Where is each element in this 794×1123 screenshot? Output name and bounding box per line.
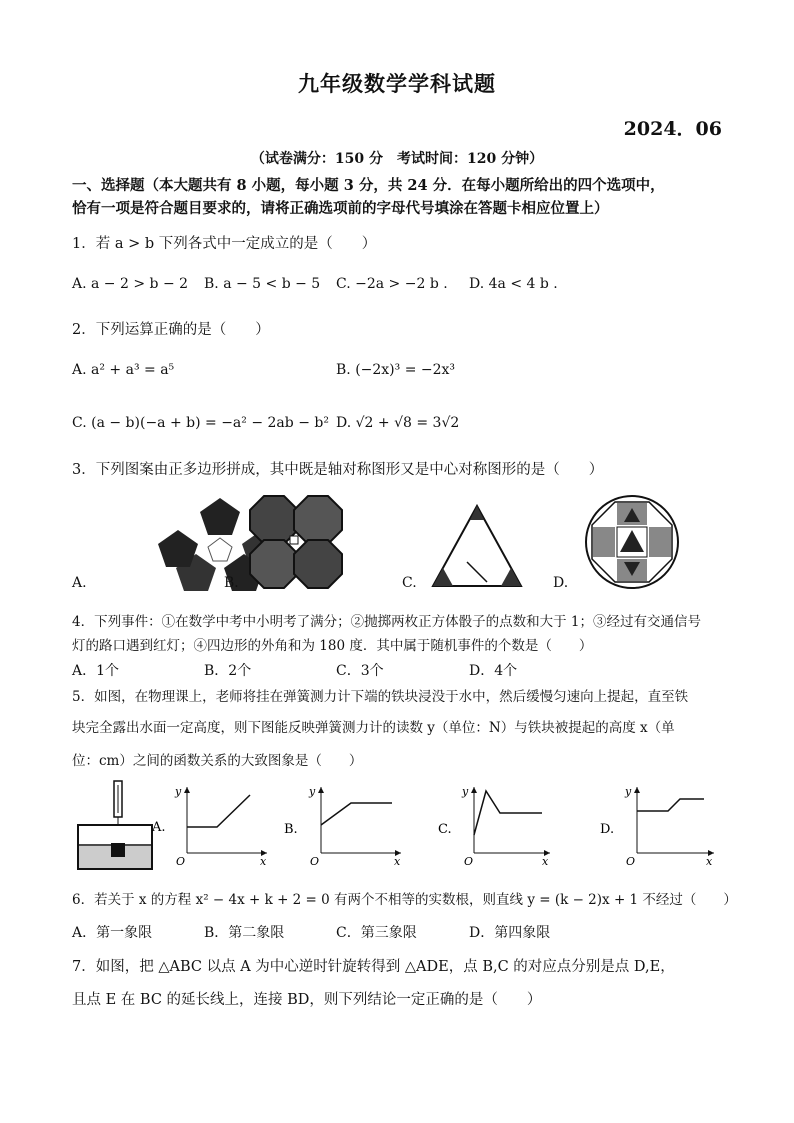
q4-option-c: C．3个: [336, 663, 384, 679]
q5-apparatus-illustration: [78, 781, 152, 869]
q6-stem: 6．若关于 x 的方程 x² − 4x + k + 2 = 0 有两个不相等的实数根，则直线 y = (k − 2)x + 1 不经过（ ）: [72, 892, 737, 908]
q1-stem: 1．若 a > b 下列各式中一定成立的是（ ）: [72, 236, 377, 252]
q3-figure-d: [586, 496, 678, 588]
q6-option-a: A．第一象限: [72, 925, 153, 941]
q5-label-b: B.: [284, 822, 298, 837]
q5-graph-a-x-label: x: [260, 855, 267, 868]
q6-option-b: B．第二象限: [204, 925, 285, 941]
q3-stem: 3．下列图案由正多边形拼成，其中既是轴对称图形又是中心对称图形的是（ ）: [72, 462, 604, 478]
q5-graph-a: [174, 785, 267, 868]
q5-line1: 5．如图，在物理课上，老师将挂在弹簧测力计下端的铁块浸没于水中，然后缓慢匀速向上提起，直至铁: [72, 689, 689, 705]
q2-option-b: B. (−2x)³ = −2x³: [336, 362, 456, 378]
q1-option-d: D. 4a < 4 b .: [469, 276, 558, 292]
q5-graph-d-origin: O: [626, 855, 636, 868]
q5-graph-b-y-label: y: [309, 785, 316, 798]
q6-option-d: D．第四象限: [469, 925, 551, 941]
q1-option-b: B. a − 5 < b − 5: [204, 276, 321, 292]
q6-option-c: C．第三象限: [336, 925, 417, 941]
q5-graph-b: [308, 785, 401, 868]
q7-line1: 7．如图，把 △ABC 以点 A 为中心逆时针旋转得到 △ADE，点 B,C 的对应点分别是点 D,E，: [72, 959, 675, 975]
q5-graph-a-y-label: y: [175, 785, 182, 798]
q5-graph-d-y-label: y: [625, 785, 632, 798]
q4-line2: 灯的路口遇到红灯；④四边形的外角和为 180 度．其中属于随机事件的个数是（ ）: [72, 638, 593, 654]
q5-label-c: C.: [438, 822, 452, 837]
q5-graph-b-x-label: x: [394, 855, 401, 868]
q4-option-a: A．1个: [72, 663, 120, 679]
q5-label-d: D.: [600, 822, 615, 837]
q4-line1: 4．下列事件：①在数学中考中小明考了满分；②抛掷两枚正方体骰子的点数和大于 1；③经过有交通信号: [72, 614, 701, 630]
q5-graph-d: [624, 785, 714, 868]
q3-label-b: B.: [224, 575, 239, 591]
q5-line2: 块完全露出水面一定高度，则下图能反映弹簧测力计的读数 y（单位：N）与铁块被提起的高度 x（单: [72, 720, 675, 736]
q2-stem: 2．下列运算正确的是（ ）: [72, 322, 270, 338]
section-heading-line1: 一、选择题（本大题共有 8 小题，每小题 3 分，共 24 分．在每小题所给出的四个选项中，: [72, 177, 665, 194]
q5-line3: 位：cm）之间的函数关系的大致图象是（ ）: [72, 753, 363, 769]
q3-figure-c: [433, 506, 521, 586]
q5-graph-a-origin: O: [176, 855, 186, 868]
q3-figure-b: [250, 496, 342, 588]
q1-option-a: A. a − 2 > b − 2: [72, 276, 189, 292]
q4-option-b: B．2个: [204, 663, 252, 679]
q5-graph-c-y-label: y: [462, 785, 469, 798]
page-title: 九年级数学学科试题: [298, 71, 496, 96]
q7-line2: 且点 E 在 BC 的延长线上，连接 BD，则下列结论一定正确的是（ ）: [72, 992, 542, 1008]
q5-graph-c-x-label: x: [542, 855, 549, 868]
q5-graph-c-origin: O: [464, 855, 474, 868]
section-heading-line2: 恰有一项是符合题目要求的，请将正确选项前的字母代号填涂在答题卡相应位置上）: [72, 200, 609, 217]
q5-figures: [72, 775, 722, 875]
q2-option-c: C. (a − b)(−a + b) = −a² − 2ab − b²: [72, 415, 329, 431]
q5-label-a: A.: [152, 820, 166, 835]
q3-label-d: D.: [553, 575, 569, 591]
q2-option-d: D. √2 + √8 = 3√2: [336, 415, 460, 431]
q5-graph-b-origin: O: [310, 855, 320, 868]
q3-label-a: A.: [72, 575, 87, 591]
q3-figures: [72, 490, 722, 595]
q3-label-c: C.: [402, 575, 417, 591]
exam-date: 2024．06: [623, 118, 722, 140]
q1-option-c: C. −2a > −2 b .: [336, 276, 448, 292]
q5-graph-d-x-label: x: [706, 855, 713, 868]
q4-option-d: D．4个: [469, 663, 518, 679]
q2-option-a: A. a² + a³ = a⁵: [72, 362, 175, 378]
exam-info: （试卷满分：150 分 考试时间：120 分钟）: [250, 151, 544, 167]
q5-graph-c: [461, 785, 550, 868]
